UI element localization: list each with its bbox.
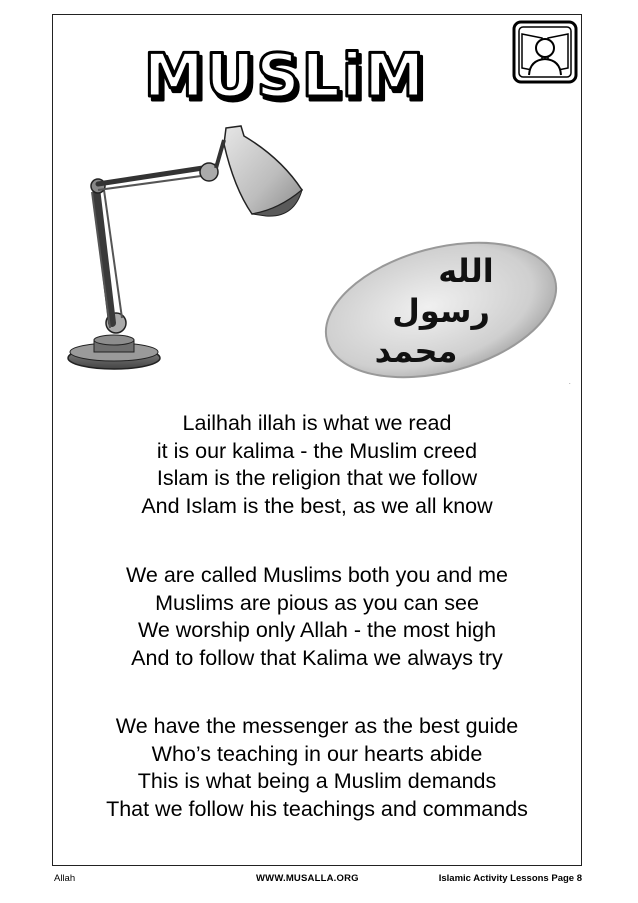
poem-line: Islam is the religion that we follow [156,466,478,490]
plaque-line-3: محمد [374,332,458,370]
poem-stanza-2 [52,562,582,672]
poem-line: Lailhah illah is what we read [182,411,452,435]
plaque-line-2: رسول [392,292,490,330]
desk-lamp-illustration [66,118,316,380]
plaque-line-1: الله [438,252,494,290]
person-reading-icon [512,20,578,84]
poem-stanza-1 [52,410,582,520]
poem-line: We are called Muslims both you and me [125,563,508,587]
poem-line: Who’s teaching in our hearts abide [151,741,483,766]
footer-website[interactable]: WWW.MUSALLA.ORG [256,873,359,884]
page-title [140,38,430,110]
stray-mark: . [569,380,571,386]
poem-line: Muslims are pious as you can see [155,590,479,615]
calligraphy-plaque [316,230,566,390]
poem-stanza-3 [52,713,582,823]
footer-page-label: Islamic Activity Lessons Page 8 [438,873,582,884]
poem-line: That we follow his teachings and commands [106,796,528,821]
poem-line: This is what being a Muslim demands [137,769,497,793]
poem-line: And Islam is the best, as we all know [141,493,493,518]
page-title-text: MUSLiM [143,41,427,110]
poem-line: And to follow that Kalima we always try [131,645,503,670]
footer-topic: Allah [54,873,76,884]
poem-line: We worship only Allah - the most high [137,618,497,642]
poem-line: it is our kalima - the Muslim creed [156,438,478,463]
poem-line: We have the messenger as the best guide [115,714,519,738]
